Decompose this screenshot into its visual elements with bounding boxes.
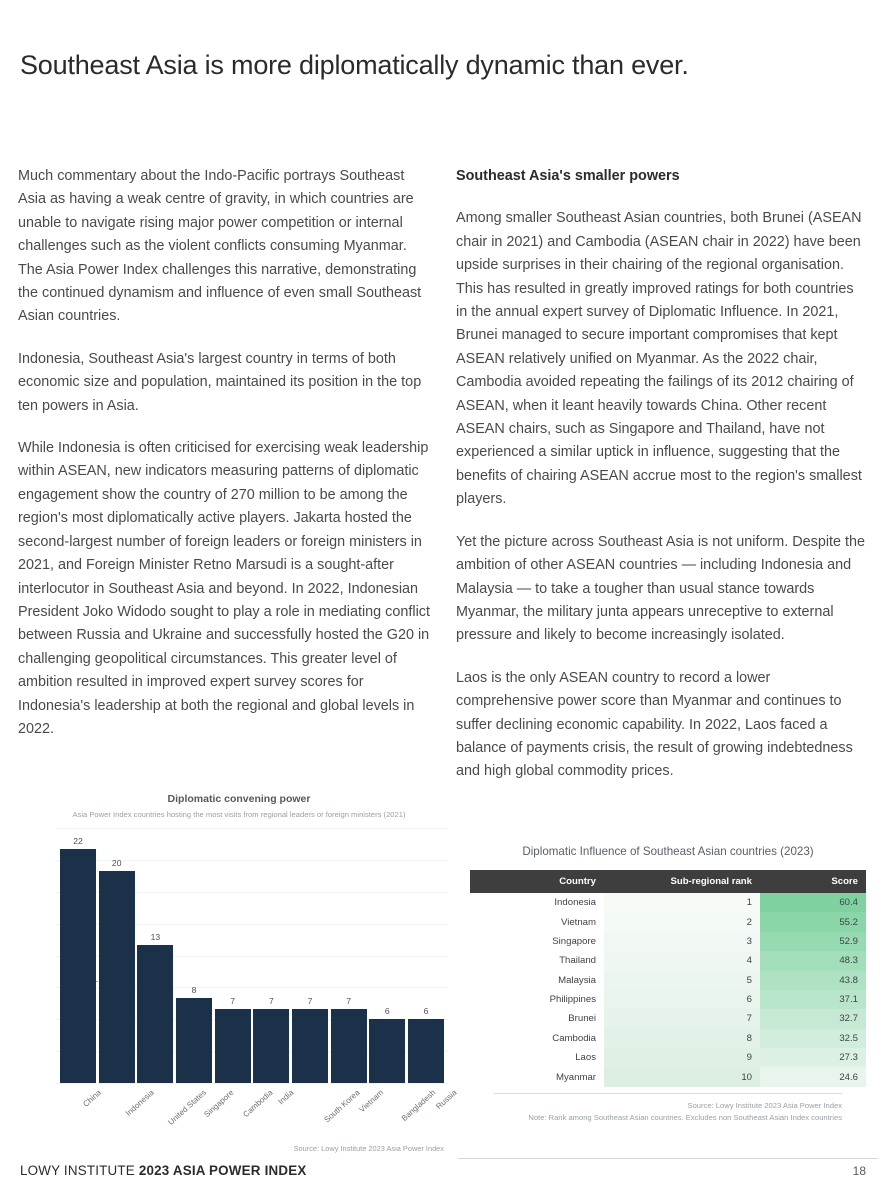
column-header-country: Country xyxy=(470,870,604,893)
x-axis-tick-label: United States xyxy=(166,1088,209,1127)
bar xyxy=(292,1009,328,1083)
table-source: Source: Lowy Institute 2023 Asia Power Index xyxy=(687,1100,842,1110)
table-title: Diplomatic Influence of Southeast Asian countries (2023) xyxy=(522,845,814,858)
bar xyxy=(176,998,212,1083)
paragraph: While Indonesia is often criticised for exercising weak leadership within ASEAN, new indicators measuring patterns of diplomatic engagement show the country of 270 million to be among the region's most diplomatically active players. Jakarta hosted the second-largest number of foreign leaders or foreign ministers in 2021, and Foreign Minister Retno Marsudi is a sought-after interlocutor in Southeast Asia and beyond. In 2022, Indonesian President Joko Widodo sought to play a role in mediating conflict between Russia and Ukraine and successfully hosted the G20 in challenging geopolitical circumstances. This greater level of ambition resulted in improved expert survey scores for Indonesia's leadership at both the regional and global levels in 2022. xyxy=(18,440,430,737)
x-axis-tick-label: Singapore xyxy=(202,1088,236,1120)
table-footnotes xyxy=(494,1093,842,1124)
bar xyxy=(331,1009,367,1083)
cell-country: Laos xyxy=(470,1048,604,1067)
left-column xyxy=(18,165,430,803)
cell-sub-regional-rank: 5 xyxy=(604,971,760,990)
cell-score: 52.9 xyxy=(760,932,866,951)
bar-value-label: 13 xyxy=(150,931,161,942)
paragraph: Yet the picture across Southeast Asia is not uniform. Despite the ambition of other ASEAN countries — including Indonesia and Malaysia — to take a tougher than usual stance towards Myanmar, the military junta appears unreceptive to external pressure and likely to become increasingly isolated. xyxy=(456,533,866,644)
bar-value-label: 20 xyxy=(111,857,122,868)
section-heading: Southeast Asia's smaller powers xyxy=(456,168,680,184)
bar-column xyxy=(408,828,444,1083)
bar-column xyxy=(137,828,173,1083)
x-axis-tick-label: India xyxy=(276,1088,295,1107)
bar-column xyxy=(253,828,289,1083)
table-row xyxy=(470,1048,866,1067)
paragraph: Laos is the only ASEAN country to record a lower comprehensive power score than Myanmar and continues to suffer declining economic capability. In 2022, Laos faced a balance of payments crisis, the result of growing indebtedness and high global commodity prices. xyxy=(456,669,853,780)
cell-country: Thailand xyxy=(470,951,604,970)
chart-bars xyxy=(56,828,448,1083)
column-header-sub-regional-rank: Sub-regional rank xyxy=(604,870,760,893)
bar xyxy=(60,849,96,1083)
x-axis-tick-label: Bangladesh xyxy=(400,1088,438,1123)
cell-country: Vietnam xyxy=(470,912,604,931)
right-column xyxy=(456,165,868,803)
table-row xyxy=(470,912,866,931)
cell-country: Singapore xyxy=(470,932,604,951)
paragraph: Indonesia, Southeast Asia's largest country in terms of both economic size and population, maintained its position in the top ten powers in Asia. xyxy=(18,350,422,414)
table-row xyxy=(470,990,866,1009)
chart-title: Diplomatic convening power xyxy=(167,793,311,805)
body-columns xyxy=(0,165,886,803)
cell-country: Philippines xyxy=(470,990,604,1009)
cell-score: 27.3 xyxy=(760,1048,866,1067)
bar-column xyxy=(331,828,367,1083)
influence-table xyxy=(470,870,866,1087)
footer-report-title: 2023 ASIA POWER INDEX xyxy=(138,1163,307,1178)
bar xyxy=(408,1019,444,1083)
bar-value-label: 8 xyxy=(191,985,197,995)
footer-brand: LOWY INSTITUTE xyxy=(20,1163,139,1178)
bar-value-label: 7 xyxy=(268,995,274,1006)
cell-score: 60.4 xyxy=(760,893,866,912)
chart-x-axis-labels xyxy=(56,1084,459,1142)
table-row xyxy=(470,951,866,970)
bar-column xyxy=(369,828,405,1083)
bar-value-label: 7 xyxy=(307,995,313,1006)
cell-score: 24.6 xyxy=(760,1067,866,1086)
chart-plot-area xyxy=(56,828,448,1084)
cell-score: 48.3 xyxy=(760,951,866,970)
page-number: 18 xyxy=(852,1164,866,1178)
page-footer xyxy=(20,1163,866,1178)
table-row xyxy=(470,971,866,990)
cell-country: Brunei xyxy=(470,1009,604,1028)
cell-score: 43.8 xyxy=(760,971,866,990)
footer-brand-block xyxy=(20,1163,307,1178)
table-row xyxy=(470,1029,866,1048)
bar-column xyxy=(99,828,135,1083)
table-row xyxy=(470,893,866,912)
bar xyxy=(215,1009,251,1083)
cell-sub-regional-rank: 6 xyxy=(604,990,760,1009)
x-axis-tick-label: Cambodia xyxy=(241,1088,275,1120)
bar-value-label: 22 xyxy=(73,836,83,847)
paragraph: Much commentary about the Indo-Pacific portrays Southeast Asia as having a weak centre of gravity, in which countries are unable to navigate rising major power competition or internal challenges such as the violent conflicts consuming Myanmar. The Asia Power Index challenges this narrative, demonstrating the continued dynamism and influence of even small Southeast Asian countries. xyxy=(18,168,422,325)
bar-column xyxy=(176,828,212,1083)
cell-sub-regional-rank: 2 xyxy=(604,912,760,931)
cell-sub-regional-rank: 7 xyxy=(604,1009,760,1028)
x-axis-tick-label: China xyxy=(80,1088,103,1109)
bar-column xyxy=(215,828,251,1083)
table-row xyxy=(470,1009,866,1028)
bar-column xyxy=(292,828,328,1083)
chart-source: Source: Lowy Institute 2023 Asia Power Index xyxy=(293,1144,444,1153)
x-axis-tick-label: South Korea xyxy=(322,1088,362,1125)
bar-value-label: 7 xyxy=(230,995,236,1006)
x-axis-tick-label: Vietnam xyxy=(357,1088,386,1115)
x-axis-tick-label: Russia xyxy=(434,1088,459,1112)
table-row xyxy=(470,932,866,951)
cell-country: Cambodia xyxy=(470,1029,604,1048)
chart-subtitle: Asia Power Index countries hosting the most visits from regional leaders or foreign ministers (2021) xyxy=(72,810,406,819)
paragraph: Among smaller Southeast Asian countries, both Brunei (ASEAN chair in 2021) and Cambodia (ASEAN chair in 2022) have been upside surprises in their chairing of the regional organisation. This has resulted in greatly improved ratings for both countries in the annual expert survey of Diplomatic Influence. In 2021, Brunei managed to secure important compromises that kept ASEAN relatively unified on Myanmar. As the 2022 chair, Cambodia avoided repeating the failings of its 2012 chairing of ASEAN, when it leant heavily towards China. Other recent ASEAN chairs, such as Singapore and Thailand, have not experienced a similar uptick in influence, suggesting that the benefits of chairing ASEAN accrue most to the region's smallest players. xyxy=(456,210,862,508)
cell-sub-regional-rank: 4 xyxy=(604,951,760,970)
table-note: Note: Rank among Southeast Asian countries. Excludes non Southeast Asian Index countries xyxy=(528,1112,842,1122)
cell-country: Myanmar xyxy=(470,1067,604,1086)
bar-value-label: 6 xyxy=(384,1006,390,1017)
cell-score: 37.1 xyxy=(760,990,866,1009)
table-row xyxy=(470,1067,866,1086)
cell-country: Indonesia xyxy=(470,893,604,912)
cell-score: 32.5 xyxy=(760,1029,866,1048)
table-header-row xyxy=(470,870,866,893)
bar xyxy=(99,871,135,1084)
bar xyxy=(369,1019,405,1083)
diplomatic-influence-table-card xyxy=(458,845,878,1124)
bar-column xyxy=(60,828,96,1083)
footer-divider xyxy=(458,1158,878,1159)
cell-country: Malaysia xyxy=(470,971,604,990)
bar xyxy=(137,945,173,1083)
cell-sub-regional-rank: 9 xyxy=(604,1048,760,1067)
page-title: Southeast Asia is more diplomatically dynamic than ever. xyxy=(20,50,689,81)
x-axis-tick-label: Indonesia xyxy=(123,1088,156,1118)
column-header-score: Score xyxy=(760,870,866,893)
cell-sub-regional-rank: 3 xyxy=(604,932,760,951)
bar-value-label: 6 xyxy=(423,1006,429,1017)
cell-sub-regional-rank: 1 xyxy=(604,893,760,912)
bar xyxy=(253,1009,289,1083)
cell-sub-regional-rank: 8 xyxy=(604,1029,760,1048)
cell-sub-regional-rank: 10 xyxy=(604,1067,760,1086)
cell-score: 32.7 xyxy=(760,1009,866,1028)
cell-score: 55.2 xyxy=(760,912,866,931)
diplomatic-convening-power-chart xyxy=(30,793,459,1153)
bar-value-label: 7 xyxy=(346,995,352,1006)
